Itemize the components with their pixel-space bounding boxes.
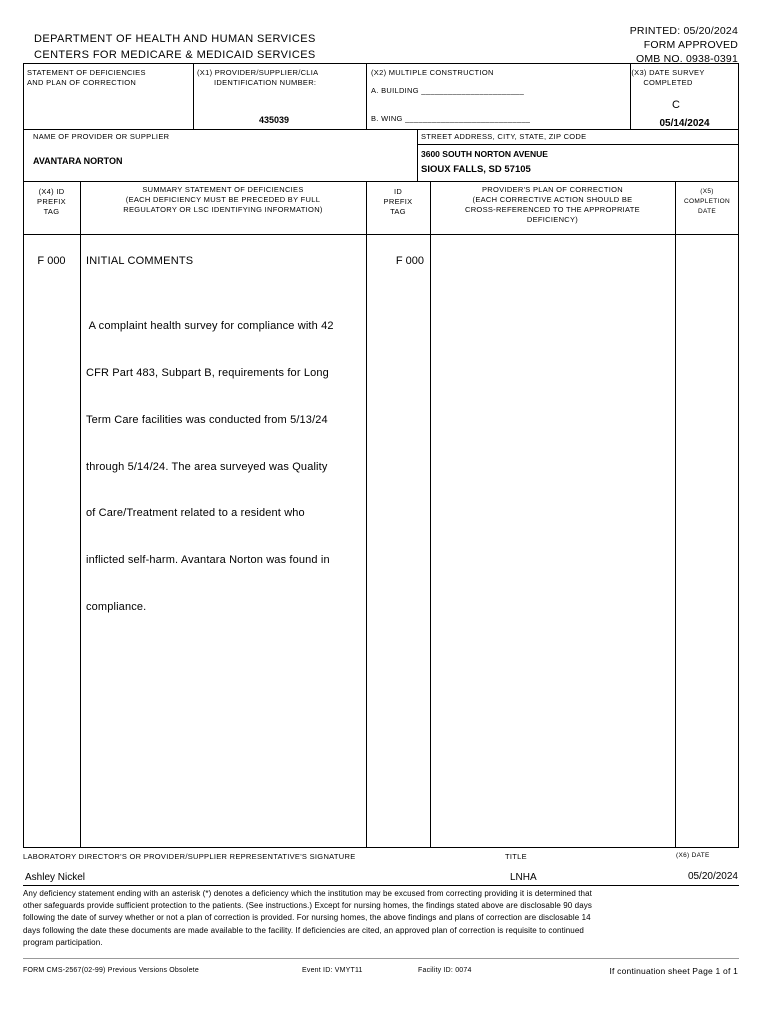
omb-number: OMB NO. 0938-0391 — [635, 53, 738, 65]
signature-label: LABORATORY DIRECTOR'S OR PROVIDER/SUPPLIER REPRESENTATIVE'S SIGNATURE — [23, 852, 356, 861]
completion-date-header: (X5) — [700, 188, 714, 195]
signature-date: 05/20/2024 — [687, 871, 738, 882]
entry-line: compliance. — [86, 600, 147, 613]
provider-id-number: 435039 — [259, 115, 290, 125]
disclaimer-line: program participation. — [23, 937, 103, 947]
building-field: A. BUILDING _______________________ — [371, 86, 525, 95]
provider-id-label: (X1) PROVIDER/SUPPLIER/CLIA — [197, 68, 319, 77]
printed-date: PRINTED: 05/20/2024 — [629, 25, 738, 37]
plan-of-correction-header: PROVIDER'S PLAN OF CORRECTION — [482, 185, 623, 194]
date-survey-label: (X3) DATE SURVEY — [631, 68, 705, 77]
correction-tag: F 000 — [395, 255, 424, 267]
form-approved-label: FORM APPROVED — [643, 39, 738, 51]
summary-header: SUMMARY STATEMENT OF DEFICIENCIES — [142, 185, 304, 194]
disclaimer — [23, 888, 739, 949]
city-state-zip: SIOUX FALLS, SD 57105 — [421, 164, 531, 175]
event-id: Event ID: VMYT11 — [302, 967, 363, 974]
disclaimer-line: days following the date these documents are made available to the facility. If deficiencies are cited, an approved plan of correction is requisite to continued — [23, 925, 584, 935]
disclaimer-line: other safeguards provide sufficient protection to the patients. (See instructions.) Except for nursing homes, the findings stated above are disclosable 90 days — [23, 901, 592, 911]
multiple-construction-label: (X2) MULTIPLE CONSTRUCTION — [371, 68, 494, 77]
entry-line: CFR Part 483, Subpart B, requirements for Long — [86, 366, 329, 379]
title-label: TITLE — [505, 852, 527, 861]
id-prefix-header: ID — [393, 187, 403, 196]
page-indicator: If continuation sheet Page 1 of 1 — [609, 966, 738, 976]
signer-title: LNHA — [510, 872, 537, 883]
disclaimer-line: Any deficiency statement ending with an asterisk (*) denotes a deficiency which the institution may be excused from correcting providing it is determined that — [23, 889, 592, 898]
survey-completed-date: 05/14/2024 — [659, 118, 710, 129]
disclaimer-line: following the date of survey whether or not a plan of correction is provided. For nursing homes, the above findings and plans of correction are disclosable 14 — [23, 913, 591, 923]
signature-date-label: (X6) DATE — [676, 852, 710, 859]
entry-line: through 5/14/24. The area surveyed was Quality — [86, 460, 328, 473]
x4-id-header: (X4) ID — [38, 187, 65, 196]
deficiency-tag: F 000 — [37, 255, 66, 267]
entry-body — [86, 288, 334, 631]
entry-line: Term Care facilities was conducted from 5/13/24 — [86, 413, 328, 426]
entry-line: inflicted self-harm. Avantara Norton was found in — [86, 554, 330, 567]
entry-line: A complaint health survey for compliance with 42 — [86, 320, 334, 333]
entry-heading: INITIAL COMMENTS — [86, 255, 194, 267]
street-address: 3600 SOUTH NORTON AVENUE — [421, 149, 548, 159]
agency-name: CENTERS FOR MEDICARE & MEDICAID SERVICES — [34, 49, 316, 61]
signer-name: Ashley Nickel — [25, 872, 86, 883]
facility-id: Facility ID: 0074 — [418, 967, 472, 974]
address-label: STREET ADDRESS, CITY, STATE, ZIP CODE — [421, 132, 587, 141]
provider-name-label: NAME OF PROVIDER OR SUPPLIER — [33, 132, 170, 141]
entry-line: of Care/Treatment related to a resident who — [86, 507, 305, 520]
survey-code: C — [672, 99, 680, 111]
provider-name: AVANTARA NORTON — [33, 156, 123, 166]
wing-field: B. WING ____________________________ — [371, 114, 531, 123]
department-name: DEPARTMENT OF HEALTH AND HUMAN SERVICES — [34, 33, 316, 45]
statement-label: STATEMENT OF DEFICIENCIES — [27, 68, 146, 77]
form-number: FORM CMS-2567(02-99) Previous Versions Obsolete — [23, 967, 199, 974]
